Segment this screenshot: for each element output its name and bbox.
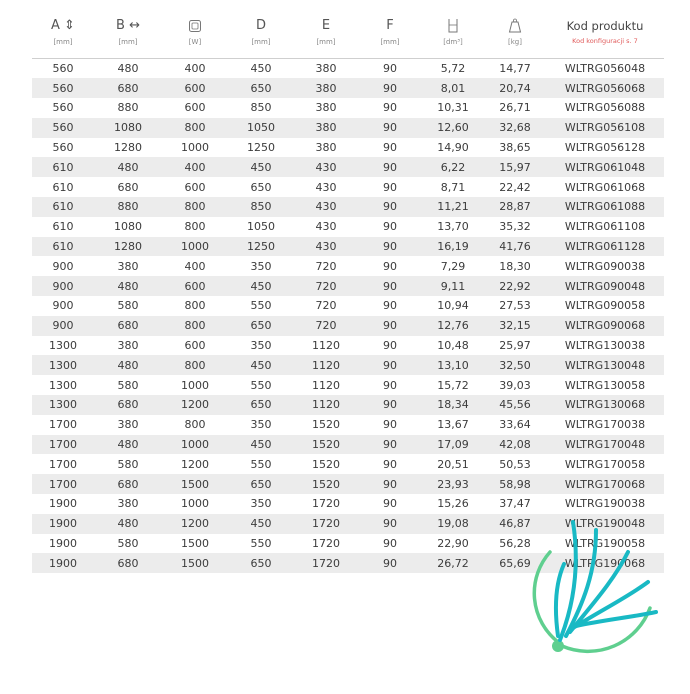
product-code-cell: WLTRG090038	[564, 259, 646, 273]
table-cell: 15,72	[437, 378, 469, 392]
table-cell: 38,65	[499, 141, 531, 155]
table-cell: 90	[383, 220, 397, 234]
table-cell: 1500	[162, 553, 228, 573]
table-row	[32, 177, 664, 197]
table-cell: 680	[94, 474, 162, 494]
table-cell: 1050	[228, 118, 294, 138]
table-cell: 1520	[294, 474, 358, 494]
product-code-cell: WLTRG090048	[546, 276, 664, 296]
table-cell: 600	[162, 276, 228, 296]
table-cell: 90	[383, 259, 397, 273]
product-code-cell: WLTRG061108	[564, 220, 646, 234]
table-cell: 32,68	[484, 118, 546, 138]
table-cell: 37,47	[499, 497, 531, 511]
product-code-cell: WLTRG130068	[546, 395, 664, 415]
table-cell: 42,08	[484, 435, 546, 455]
product-code-cell: WLTRG190068	[546, 553, 664, 573]
table-cell: 900	[32, 316, 94, 336]
table-cell: 90	[383, 101, 397, 115]
table-header-row	[32, 8, 664, 58]
table-cell: 610	[32, 237, 94, 257]
table-cell: 800	[184, 418, 206, 432]
header-e-unit: [mm]	[316, 38, 336, 46]
table-cell: 720	[315, 299, 337, 313]
table-cell: 90	[383, 378, 397, 392]
table-cell: 380	[315, 141, 337, 155]
table-cell: 380	[315, 61, 337, 75]
table-cell: 580	[117, 457, 139, 471]
table-cell: 680	[94, 316, 162, 336]
table-cell: 45,56	[484, 395, 546, 415]
table-cell: 650	[228, 316, 294, 336]
table-cell: 600	[184, 180, 206, 194]
table-cell: 8,01	[422, 78, 484, 98]
table-cell: 1050	[247, 220, 275, 234]
table-cell: 450	[228, 514, 294, 534]
table-cell: 27,53	[499, 299, 531, 313]
product-code-cell: WLTRG061128	[546, 237, 664, 257]
table-cell: 19,08	[422, 514, 484, 534]
table-cell: 550	[250, 457, 272, 471]
table-cell: 610	[32, 197, 94, 217]
table-cell: 560	[52, 61, 74, 75]
table-cell: 350	[250, 339, 272, 353]
table-cell: 90	[358, 435, 422, 455]
table-cell: 380	[117, 497, 139, 511]
header-a	[32, 8, 94, 58]
brand-logo-icon	[518, 512, 668, 662]
table-cell: 380	[117, 339, 139, 353]
header-a-label: A ⇕	[51, 18, 75, 33]
table-cell: 90	[358, 197, 422, 217]
header-weight	[484, 8, 546, 58]
table-cell: 1700	[32, 474, 94, 494]
product-code-cell: WLTRG061088	[546, 197, 664, 217]
table-cell: 18,30	[499, 259, 531, 273]
table-cell: 1120	[312, 339, 340, 353]
table-cell: 1700	[32, 435, 94, 455]
table-cell: 430	[294, 237, 358, 257]
table-cell: 50,53	[499, 457, 531, 471]
table-cell: 12,76	[422, 316, 484, 336]
product-code-cell: WLTRG170038	[564, 418, 646, 432]
table-cell: 14,77	[499, 61, 531, 75]
table-cell: 800	[162, 316, 228, 336]
table-cell: 35,32	[499, 220, 531, 234]
table-cell: 1250	[228, 237, 294, 257]
table-row	[32, 276, 664, 296]
table-cell: 1280	[94, 237, 162, 257]
table-cell: 25,97	[499, 339, 531, 353]
table-cell: 90	[358, 276, 422, 296]
table-cell: 1080	[114, 220, 142, 234]
table-row	[32, 138, 664, 158]
table-cell: 10,31	[437, 101, 469, 115]
table-cell: 480	[94, 514, 162, 534]
table-cell: 12,60	[422, 118, 484, 138]
header-power	[162, 8, 228, 58]
table-cell: 1300	[49, 378, 77, 392]
table-cell: 1200	[162, 395, 228, 415]
table-cell: 32,50	[484, 355, 546, 375]
table-cell: 610	[52, 180, 74, 194]
table-cell: 430	[315, 180, 337, 194]
table-cell: 90	[358, 237, 422, 257]
table-cell: 880	[117, 101, 139, 115]
header-f	[358, 8, 422, 58]
table-cell: 90	[358, 553, 422, 573]
table-cell: 23,93	[422, 474, 484, 494]
table-row	[32, 415, 664, 435]
table-cell: 6,22	[422, 157, 484, 177]
table-cell: 41,76	[484, 237, 546, 257]
table-cell: 450	[228, 157, 294, 177]
table-cell: 17,09	[422, 435, 484, 455]
table-cell: 1720	[294, 514, 358, 534]
table-cell: 1120	[294, 355, 358, 375]
table-cell: 90	[358, 118, 422, 138]
table-cell: 32,15	[484, 316, 546, 336]
table-row	[32, 237, 664, 257]
radiator-power-icon	[162, 18, 228, 34]
table-row	[32, 395, 664, 415]
table-cell: 610	[32, 157, 94, 177]
table-cell: 20,51	[437, 457, 469, 471]
table-cell: 20,74	[484, 78, 546, 98]
table-cell: 800	[162, 118, 228, 138]
table-cell: 480	[94, 157, 162, 177]
table-cell: 90	[383, 141, 397, 155]
table-row	[32, 296, 664, 316]
table-cell: 850	[250, 101, 272, 115]
table-cell: 550	[250, 299, 272, 313]
table-cell: 15,26	[437, 497, 469, 511]
table-cell: 10,94	[437, 299, 469, 313]
table-cell: 90	[383, 457, 397, 471]
table-cell: 90	[358, 316, 422, 336]
table-cell: 350	[250, 259, 272, 273]
table-cell: 800	[162, 197, 228, 217]
table-cell: 1520	[312, 457, 340, 471]
table-cell: 600	[184, 339, 206, 353]
table-cell: 90	[383, 537, 397, 551]
product-table-container	[32, 8, 664, 573]
header-code-title: Kod produktu	[566, 19, 644, 33]
table-cell: 1900	[49, 537, 77, 551]
table-cell: 480	[94, 435, 162, 455]
table-cell: 380	[117, 259, 139, 273]
product-code-cell: WLTRG090068	[546, 316, 664, 336]
table-cell: 90	[358, 395, 422, 415]
table-cell: 800	[184, 299, 206, 313]
table-cell: 580	[117, 537, 139, 551]
table-cell: 1120	[312, 378, 340, 392]
table-cell: 380	[294, 118, 358, 138]
table-cell: 880	[94, 197, 162, 217]
table-cell: 450	[228, 355, 294, 375]
header-power-unit: [W]	[188, 38, 202, 46]
table-cell: 90	[383, 180, 397, 194]
table-cell: 600	[162, 78, 228, 98]
table-cell: 1000	[162, 237, 228, 257]
table-cell: 400	[184, 259, 206, 273]
table-cell: 850	[228, 197, 294, 217]
table-cell: 90	[383, 299, 397, 313]
product-code-cell: WLTRG090058	[564, 299, 646, 313]
table-row	[32, 217, 664, 237]
table-cell: 1900	[32, 553, 94, 573]
table-row	[32, 256, 664, 276]
table-cell: 90	[358, 157, 422, 177]
table-cell: 13,70	[437, 220, 469, 234]
table-cell: 350	[250, 418, 272, 432]
header-b-unit: [mm]	[118, 38, 138, 46]
table-cell: 350	[250, 497, 272, 511]
table-cell: 580	[117, 378, 139, 392]
table-cell: 1900	[49, 497, 77, 511]
table-row	[32, 98, 664, 118]
table-cell: 900	[32, 276, 94, 296]
table-cell: 1300	[32, 395, 94, 415]
table-row	[32, 435, 664, 455]
table-cell: 26,72	[422, 553, 484, 573]
product-code-cell: WLTRG056128	[564, 141, 646, 155]
product-code-cell: WLTRG190038	[564, 497, 646, 511]
table-row	[32, 118, 664, 138]
table-cell: 1520	[294, 435, 358, 455]
table-cell: 900	[52, 299, 74, 313]
table-cell: 1700	[49, 457, 77, 471]
table-cell: 1200	[181, 457, 209, 471]
table-cell: 680	[94, 395, 162, 415]
table-cell: 550	[250, 378, 272, 392]
product-code-cell: WLTRG170048	[546, 435, 664, 455]
table-cell: 400	[184, 61, 206, 75]
table-cell: 1720	[294, 553, 358, 573]
table-cell: 46,87	[484, 514, 546, 534]
table-cell: 7,29	[440, 259, 466, 273]
table-cell: 1000	[181, 141, 209, 155]
table-cell: 13,10	[422, 355, 484, 375]
table-cell: 680	[94, 553, 162, 573]
product-code-cell: WLTRG056088	[564, 101, 646, 115]
table-cell: 1080	[94, 118, 162, 138]
table-cell: 90	[358, 78, 422, 98]
header-a-unit: [mm]	[53, 38, 73, 46]
table-cell: 1900	[32, 514, 94, 534]
table-cell: 18,34	[422, 395, 484, 415]
table-cell: 580	[117, 299, 139, 313]
volume-icon	[422, 18, 484, 34]
header-d-label: D	[255, 18, 266, 33]
table-cell: 1500	[162, 474, 228, 494]
table-cell: 650	[228, 553, 294, 573]
table-cell: 90	[358, 514, 422, 534]
table-cell: 430	[315, 220, 337, 234]
table-cell: 900	[52, 259, 74, 273]
header-e-label: E	[321, 18, 331, 33]
table-cell: 600	[184, 101, 206, 115]
table-cell: 90	[383, 339, 397, 353]
table-cell: 1300	[49, 339, 77, 353]
table-cell: 16,19	[422, 237, 484, 257]
table-row	[32, 316, 664, 336]
table-cell: 550	[250, 537, 272, 551]
table-cell: 1200	[162, 514, 228, 534]
table-cell: 560	[52, 141, 74, 155]
table-cell: 1250	[247, 141, 275, 155]
product-code-cell: WLTRG130048	[546, 355, 664, 375]
table-cell: 1520	[312, 418, 340, 432]
header-f-label: F	[386, 18, 394, 33]
header-code-subtitle: Kod konfiguracji s. 7	[572, 37, 638, 45]
table-cell: 13,67	[437, 418, 469, 432]
table-cell: 560	[52, 101, 74, 115]
header-product-code	[546, 8, 664, 58]
table-cell: 680	[94, 78, 162, 98]
table-cell: 650	[228, 78, 294, 98]
weight-icon	[484, 18, 546, 34]
table-cell: 610	[52, 220, 74, 234]
product-code-cell: WLTRG170068	[546, 474, 664, 494]
table-cell: 650	[228, 395, 294, 415]
table-cell: 650	[228, 474, 294, 494]
table-cell: 380	[315, 101, 337, 115]
header-weight-unit: [kg]	[508, 38, 522, 46]
table-row	[32, 474, 664, 494]
table-cell: 430	[294, 157, 358, 177]
header-f-unit: [mm]	[380, 38, 400, 46]
product-code-cell: WLTRG190048	[546, 514, 664, 534]
table-cell: 14,90	[437, 141, 469, 155]
table-row	[32, 78, 664, 98]
table-row	[32, 336, 664, 356]
product-code-cell: WLTRG061048	[546, 157, 664, 177]
table-cell: 1280	[114, 141, 142, 155]
table-cell: 8,71	[440, 180, 466, 194]
table-cell: 11,21	[422, 197, 484, 217]
product-code-cell: WLTRG190058	[564, 537, 646, 551]
table-cell: 680	[117, 180, 139, 194]
table-row	[32, 375, 664, 395]
header-volume	[422, 8, 484, 58]
table-cell: 90	[358, 474, 422, 494]
product-code-cell: WLTRG056048	[564, 61, 646, 75]
product-code-cell: WLTRG056108	[546, 118, 664, 138]
table-cell: 380	[294, 78, 358, 98]
table-cell: 28,87	[484, 197, 546, 217]
table-cell: 800	[184, 220, 206, 234]
table-cell: 650	[250, 180, 272, 194]
table-cell: 480	[94, 276, 162, 296]
table-cell: 9,11	[422, 276, 484, 296]
table-body	[32, 58, 664, 573]
table-cell: 58,98	[484, 474, 546, 494]
header-e	[294, 8, 358, 58]
header-d-unit: [mm]	[251, 38, 271, 46]
table-cell: 56,28	[499, 537, 531, 551]
product-spec-table	[32, 8, 664, 573]
table-cell: 560	[32, 118, 94, 138]
header-d	[228, 8, 294, 58]
table-cell: 90	[383, 61, 397, 75]
table-cell: 26,71	[499, 101, 531, 115]
table-cell: 800	[162, 355, 228, 375]
table-row	[32, 454, 664, 474]
table-cell: 1720	[312, 497, 340, 511]
table-cell: 5,72	[440, 61, 466, 75]
table-cell: 430	[294, 197, 358, 217]
table-cell: 90	[358, 355, 422, 375]
table-cell: 1000	[181, 378, 209, 392]
table-cell: 450	[250, 61, 272, 75]
product-code-cell: WLTRG056068	[546, 78, 664, 98]
product-code-cell: WLTRG130058	[564, 378, 646, 392]
table-cell: 1300	[32, 355, 94, 375]
table-cell: 1120	[294, 395, 358, 415]
table-row	[32, 157, 664, 177]
table-cell: 450	[228, 276, 294, 296]
table-cell: 450	[228, 435, 294, 455]
table-cell: 720	[294, 316, 358, 336]
table-cell: 22,42	[499, 180, 531, 194]
table-cell: 560	[32, 78, 94, 98]
table-cell: 65,69	[484, 553, 546, 573]
table-row	[32, 494, 664, 514]
table-cell: 1000	[162, 435, 228, 455]
table-cell: 90	[383, 418, 397, 432]
table-cell: 720	[315, 259, 337, 273]
table-cell: 720	[294, 276, 358, 296]
table-cell: 22,92	[484, 276, 546, 296]
product-code-cell: WLTRG130038	[564, 339, 646, 353]
product-code-cell: WLTRG061068	[564, 180, 646, 194]
table-cell: 480	[117, 61, 139, 75]
table-row	[32, 197, 664, 217]
table-cell: 90	[383, 497, 397, 511]
table-cell: 480	[94, 355, 162, 375]
table-cell: 33,64	[499, 418, 531, 432]
product-code-cell: WLTRG170058	[564, 457, 646, 471]
table-cell: 15,97	[484, 157, 546, 177]
table-cell: 39,03	[499, 378, 531, 392]
table-row	[32, 58, 664, 78]
table-cell: 1500	[181, 537, 209, 551]
table-row	[32, 355, 664, 375]
table-cell: 380	[117, 418, 139, 432]
table-cell: 10,48	[437, 339, 469, 353]
table-cell: 1700	[49, 418, 77, 432]
table-cell: 1720	[312, 537, 340, 551]
header-b	[94, 8, 162, 58]
table-cell: 1000	[181, 497, 209, 511]
table-cell: 400	[162, 157, 228, 177]
header-volume-unit: [dm³]	[443, 38, 463, 46]
table-cell: 22,90	[437, 537, 469, 551]
header-b-label: B ↔	[116, 18, 140, 33]
